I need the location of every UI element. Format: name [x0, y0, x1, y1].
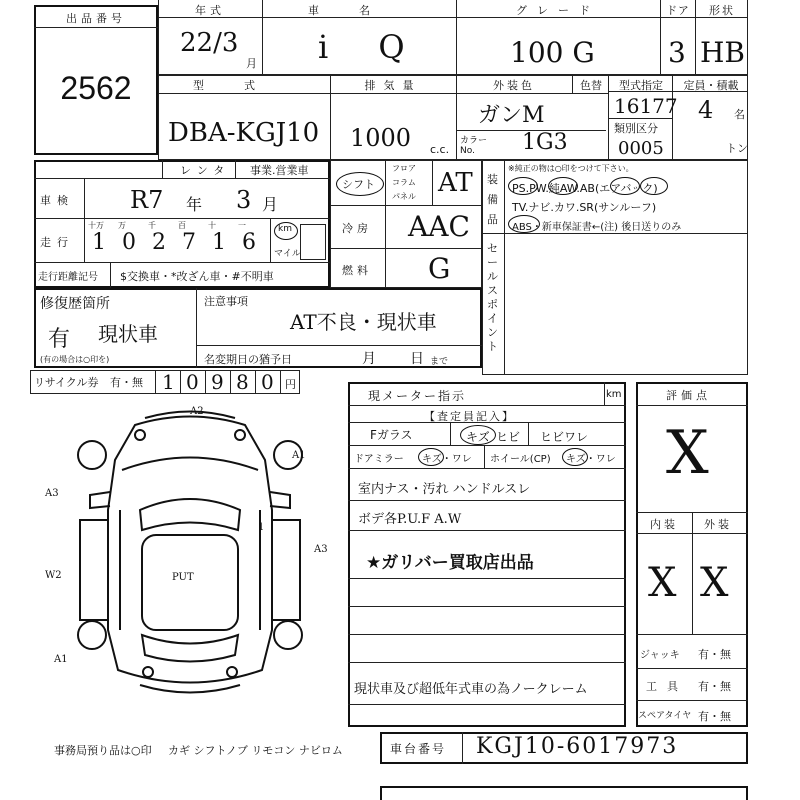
inspector-label: 【査定員記入】 [424, 410, 515, 423]
jack-label: ジャッキ [640, 650, 680, 661]
damage-mark: A1 [292, 450, 306, 461]
sale-point-label: セールスポイント [487, 242, 498, 353]
shift-column: コラム [392, 178, 416, 187]
class-value: 0005 [618, 138, 664, 159]
color-value: ガンM [478, 103, 545, 128]
color-swap-label: 色替 [580, 79, 602, 92]
recycle-digit: 0 [186, 370, 199, 394]
grade-label: グレード [516, 4, 600, 17]
glass-opt2: ヒビ [496, 430, 521, 444]
digit-head: 十 [208, 221, 216, 230]
wheel-label: ホイール(CP) [490, 454, 551, 465]
expiry-label: 名変期日の猶予日 [204, 353, 292, 366]
score-value: X [666, 418, 709, 488]
digit-head: 十万 [88, 221, 104, 230]
repair-value: 有 [48, 327, 71, 352]
body-label: 形状 [709, 4, 735, 17]
damage-mark: PUT [172, 572, 194, 583]
bottom-box-edge [380, 786, 748, 800]
disp-unit: c.c. [430, 143, 450, 156]
damage-mark: 1 [258, 522, 265, 533]
disp-value: 1000 [350, 124, 412, 152]
spare-value: 有・無 [698, 710, 731, 723]
recycle-digit: 9 [211, 370, 224, 394]
expiry-day: 日 [410, 351, 424, 367]
inspection-month: 3 [236, 186, 252, 214]
glass-opt3: ヒビワレ [540, 430, 589, 444]
recycle-digit: 1 [162, 370, 175, 394]
digit-head: 万 [118, 221, 126, 230]
type-label: 型式 [193, 79, 295, 92]
shift-panel: パネル [392, 192, 416, 201]
lot-number: 2562 [60, 70, 132, 106]
color-label: 外装色 [493, 79, 535, 92]
inspection-month-unit: 月 [262, 195, 279, 214]
inspection-label: 車検 [40, 194, 74, 207]
recycle-unit: 円 [285, 378, 296, 391]
fuel-label: 燃料 [342, 264, 372, 277]
digit-head: 千 [148, 221, 156, 230]
door-value: 3 [668, 36, 686, 69]
door-label: ドア [666, 4, 690, 17]
recycle-option: 有・無 [110, 376, 143, 389]
make-value: i Q [318, 28, 425, 66]
unit-mile: マイル [274, 249, 301, 259]
mileage-digit: 2 [152, 230, 166, 255]
meter-line-1: 室内ナス・汚れ ハンドルスレ [358, 482, 531, 497]
exterior-value: X [700, 560, 729, 606]
damage-mark: A2 [190, 406, 204, 417]
ton-unit: トン [726, 142, 748, 155]
tools-value: 有・無 [698, 680, 731, 693]
mileage-digit: 6 [242, 230, 256, 255]
color-no-value: 1G3 [522, 130, 568, 155]
damage-mark: W2 [45, 570, 62, 581]
exterior-label: 外装 [704, 518, 732, 531]
grade-value: 100 G [510, 36, 595, 69]
body-value: HB [700, 36, 745, 69]
capacity-unit: 名 [734, 108, 745, 121]
color-no-label: カラー No. [460, 136, 488, 156]
disp-label: 排気量 [364, 79, 422, 92]
year-value: 22/3 [180, 28, 239, 58]
expiry-suffix: まで [430, 357, 449, 367]
year-label: 年式 [195, 4, 225, 17]
meter-unit: km [606, 389, 622, 400]
damage-mark: A3 [45, 488, 59, 499]
jack-value: 有・無 [698, 648, 731, 661]
ac-value: AAC [408, 210, 470, 243]
unit-km: km [278, 224, 292, 234]
class-label: 類別区分 [614, 122, 658, 135]
equip-line3: ABS・新車保証書←(注) 後日送りのみ [512, 222, 682, 233]
damage-mark: A3 [314, 544, 328, 555]
capacity-label: 定員・積載 [683, 79, 739, 92]
repair-hand: 現状車 [98, 322, 158, 346]
meter-label: 現メーター指示 [368, 389, 467, 403]
record-options: $交換車・*改ざん車・#不明車 [120, 270, 274, 283]
wheel-opts: キズ・ワレ [566, 454, 616, 465]
recycle-digit: 0 [261, 370, 274, 394]
tools-label: 工具 [646, 680, 688, 693]
mileage-digit: 0 [122, 230, 136, 255]
business-label: 事業.営業車 [250, 164, 309, 177]
ac-label: 冷房 [342, 222, 372, 235]
meter-line-2: ボデ各P.U.F A.W [358, 512, 462, 527]
repair-label: 修復歴箇所 [40, 296, 110, 312]
repair-note: (有の場合は○印を) [40, 355, 110, 364]
fuel-value: G [428, 252, 451, 285]
equip-line2: TV.ナビ.カワ.SR(サンルーフ) [512, 201, 657, 214]
mileage-digit: 7 [182, 230, 196, 255]
type-value: DBA-KGJ10 [168, 118, 320, 148]
inspection-era: R7 [130, 186, 164, 214]
designation-label: 型式指定 [619, 79, 663, 92]
shift-label: シフト [342, 178, 375, 191]
digit-head: 一 [238, 221, 246, 230]
mileage-label: 走行 [40, 236, 74, 249]
office-items: カギ シフトノブ リモコン ナビロム [168, 744, 343, 757]
meter-line-9: 現状車及び超低年式車の為ノークレーム [354, 682, 588, 697]
mileage-digit: 1 [212, 230, 226, 255]
rental-label: レンタ [180, 164, 231, 177]
year-suffix: 月 [246, 57, 257, 70]
expiry-month: 月 [362, 351, 376, 367]
notes-label: 注意事項 [204, 295, 248, 308]
record-label: 走行距離記号 [38, 272, 98, 283]
lot-label: 出品番号 [66, 12, 126, 25]
make-label: 車名 [308, 4, 410, 17]
mirror-opts: キズ・ワレ [422, 454, 472, 465]
mileage-digits [84, 218, 270, 262]
glass-label: Fガラス [370, 428, 413, 442]
office-note: 事務局預り品は○印 [54, 744, 152, 757]
chassis-value: KGJ10-6017973 [476, 734, 679, 759]
mirror-label: ドアミラー [354, 454, 404, 465]
notes-value: AT不良・現状車 [290, 310, 437, 334]
capacity-value: 4 [698, 96, 714, 124]
car-diagram [40, 400, 340, 720]
interior-value: X [648, 560, 677, 606]
chassis-label: 車台番号 [390, 742, 447, 756]
spare-label: スペアタイヤ [638, 711, 692, 721]
score-label: 評価点 [666, 389, 711, 402]
glass-opt1: キズ [466, 430, 490, 444]
inspection-year-unit: 年 [186, 195, 203, 214]
damage-mark: A1 [54, 654, 68, 665]
meter-line-3: ★ガリバー買取店出品 [366, 553, 534, 573]
trans-value: AT [438, 168, 473, 198]
interior-label: 内装 [650, 518, 678, 531]
shift-floor: フロア [392, 164, 416, 173]
equip-side-label: 装備品 [487, 173, 498, 226]
mileage-digit: 1 [92, 230, 106, 255]
equip-note: ※純正の物は○印をつけて下さい。 [508, 164, 634, 173]
digit-head: 百 [178, 221, 186, 230]
equip-line1: PS.PW.純AW.AB(エアバック) [512, 182, 658, 195]
designation-value: 16177 [614, 94, 678, 118]
recycle-label: リサイクル券 [34, 376, 99, 389]
mileage-check-box [300, 224, 326, 260]
recycle-digit: 8 [236, 370, 249, 394]
